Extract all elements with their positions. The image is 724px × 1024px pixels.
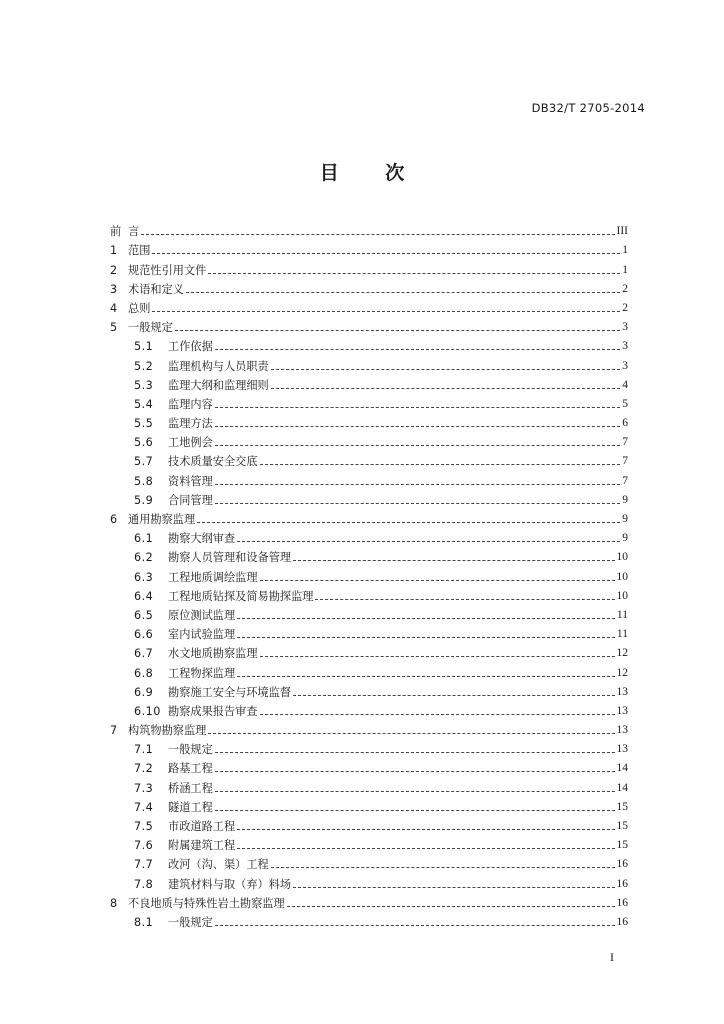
- dot-leader: [260, 580, 615, 581]
- dot-leader: [260, 464, 621, 465]
- toc-entry-page: 3: [622, 340, 628, 353]
- toc-entry-label: 勘察施工安全与环境监督: [168, 685, 292, 699]
- toc-entry-label: 市政道路工程: [168, 820, 236, 833]
- dot-leader: [215, 925, 615, 926]
- toc-entry-label: 一般规定: [168, 743, 213, 757]
- toc-entry-label: 附属建筑工程: [168, 839, 236, 853]
- dot-leader: [237, 676, 614, 677]
- toc-entry-page: 1: [622, 263, 628, 276]
- toc-entry-page: 9: [622, 493, 628, 506]
- dot-leader: [271, 369, 621, 370]
- toc-entry-label: 工作依据: [168, 340, 213, 354]
- dot-leader: [237, 637, 615, 638]
- toc-entry-number: 7.6: [134, 839, 154, 853]
- toc-entry[interactable]: [110, 834, 628, 853]
- toc-entry-number: 6.7: [134, 647, 154, 661]
- dot-leader: [260, 656, 615, 657]
- toc-entry[interactable]: [110, 738, 628, 757]
- toc-entry-label: 合同管理: [168, 493, 213, 507]
- toc-entry-number: 6: [110, 513, 118, 526]
- dot-leader: [271, 867, 615, 868]
- toc-entry-page: 2: [622, 282, 628, 295]
- dot-leader: [237, 848, 614, 849]
- toc-entry-page: 9: [622, 532, 628, 545]
- toc-entry-number: 6.10: [134, 704, 161, 718]
- toc-entry-label: 隧道工程: [168, 800, 213, 814]
- toc-entry-number: 6.2: [134, 551, 154, 565]
- toc-entry-number: 7.3: [134, 781, 154, 795]
- dot-leader: [293, 695, 614, 696]
- toc-entry[interactable]: [110, 450, 628, 469]
- toc-entry[interactable]: [110, 911, 628, 930]
- toc-entry-label: 水文地质勘察监理: [168, 647, 258, 661]
- toc-entry[interactable]: [110, 585, 628, 604]
- toc-entry-number: 5.5: [134, 417, 154, 431]
- toc-entry-number: 6.6: [134, 628, 154, 642]
- toc-entry-number: 5.4: [134, 397, 154, 411]
- toc-entry[interactable]: [110, 565, 628, 584]
- toc-entry-page: 13: [616, 724, 628, 737]
- toc-entry-number: 7.4: [134, 800, 154, 814]
- toc-entry[interactable]: [110, 527, 628, 546]
- dot-leader: [215, 426, 620, 427]
- toc-entry-number: 5.1: [134, 340, 154, 354]
- toc-entry-page: 2: [622, 301, 628, 314]
- dot-leader: [215, 791, 615, 792]
- toc-entry-number: 6.1: [134, 532, 154, 546]
- toc-entry-number: 7: [110, 724, 118, 738]
- toc-entry[interactable]: [110, 892, 628, 911]
- toc-entry-label: 勘察大纲审查: [168, 532, 236, 546]
- dot-leader: [208, 733, 614, 734]
- toc-entry[interactable]: [110, 489, 628, 508]
- toc-entry-page: 13: [616, 685, 628, 698]
- dot-leader: [287, 906, 615, 907]
- document-code: DB32/T 2705-2014: [531, 101, 645, 115]
- toc-entry[interactable]: [110, 623, 628, 642]
- toc-entry-page: 10: [616, 551, 628, 564]
- toc-entry-page: 7: [622, 455, 628, 468]
- dot-leader: [197, 522, 620, 523]
- toc-entry[interactable]: [110, 239, 628, 258]
- toc-entry[interactable]: [110, 220, 628, 239]
- toc-entry-label: 通用勘察监理: [128, 513, 196, 526]
- toc-entry-page: 3: [622, 359, 628, 372]
- toc-entry-page: 15: [616, 839, 628, 852]
- dot-leader: [215, 445, 620, 446]
- toc-entry-label: 勘察人员管理和设备管理: [168, 551, 292, 565]
- toc-entry[interactable]: [110, 393, 628, 412]
- toc-entry-number: 6.8: [134, 666, 154, 680]
- toc-entry-number: 5.8: [134, 474, 154, 488]
- toc-entry-page: 10: [616, 570, 628, 583]
- toc-entry-number: 5.7: [134, 455, 154, 469]
- toc-entry-label: 改河（沟、渠）工程: [168, 858, 269, 872]
- toc-entry-page: 11: [616, 628, 628, 641]
- toc-entry[interactable]: [110, 642, 628, 661]
- dot-leader: [237, 541, 620, 542]
- toc-entry[interactable]: [110, 335, 628, 354]
- dot-leader: [260, 714, 615, 715]
- dot-leader: [215, 349, 620, 350]
- toc-entry[interactable]: [110, 374, 628, 393]
- toc-entry[interactable]: [110, 719, 628, 738]
- toc-entry-label: 室内试验监理: [168, 628, 236, 642]
- toc-entry-number: 5.9: [134, 493, 154, 507]
- toc-entry-number: 1: [110, 244, 118, 258]
- page-number: I: [610, 950, 614, 964]
- toc-entry-page: 16: [616, 915, 628, 928]
- dot-leader: [215, 810, 615, 811]
- toc-entry-number: 3: [110, 282, 118, 296]
- toc-entry[interactable]: [110, 278, 628, 297]
- toc-entry-page: 11: [616, 608, 628, 621]
- toc-entry-number: 4: [110, 301, 118, 315]
- toc-entry-label: 工程物探监理: [168, 666, 236, 680]
- toc-entry-label: 范围: [128, 244, 151, 258]
- toc-entry-label: 总则: [128, 301, 151, 315]
- toc-entry[interactable]: [110, 431, 628, 450]
- toc-entry-number: 前: [110, 225, 122, 239]
- toc-entry-number: 6.9: [134, 685, 154, 699]
- toc-entry-number: 5.3: [134, 378, 154, 392]
- page-title: 目 次: [319, 162, 425, 184]
- toc-entry-page: 10: [616, 589, 628, 602]
- toc-entry-page: 7: [622, 436, 628, 449]
- toc-entry[interactable]: [110, 508, 628, 527]
- toc-entry-label: 勘察成果报告审查: [168, 704, 258, 718]
- toc-entry-label: 资料管理: [168, 474, 213, 488]
- toc-entry[interactable]: [110, 604, 628, 623]
- dot-leader: [152, 311, 620, 312]
- toc-entry-page: 16: [616, 896, 628, 909]
- dot-leader: [237, 829, 614, 830]
- dot-leader: [293, 560, 614, 561]
- dot-leader: [186, 292, 620, 293]
- toc-entry[interactable]: [110, 700, 628, 719]
- toc-entry-page: 14: [616, 762, 628, 775]
- toc-entry-page: 16: [616, 877, 628, 890]
- toc-entry-page: 15: [616, 820, 628, 832]
- toc-entry-page: 3: [622, 321, 628, 334]
- toc-entry[interactable]: [110, 681, 628, 700]
- toc-entry[interactable]: [110, 776, 628, 795]
- dot-leader: [208, 273, 620, 274]
- toc-entry-label: 一般规定: [168, 915, 213, 929]
- toc-entry-number: 7.1: [134, 743, 154, 757]
- dot-leader: [315, 599, 614, 600]
- toc-entry-page: 9: [622, 513, 628, 525]
- toc-entry[interactable]: [110, 354, 628, 373]
- toc-entry-page: III: [616, 225, 628, 238]
- toc-entry-label: 桥涵工程: [168, 781, 213, 795]
- toc-entry-label: 工地例会: [168, 436, 213, 450]
- toc-entry-label: 建筑材料与取（弃）料场: [168, 877, 292, 891]
- dot-leader: [237, 618, 615, 619]
- toc-entry-number: 7.2: [134, 762, 154, 776]
- toc-entry-number: 8: [110, 896, 118, 910]
- toc-entry-page: 5: [622, 397, 628, 410]
- toc-entry-number: 7.8: [134, 877, 154, 891]
- toc-entry-page: 14: [616, 781, 628, 794]
- toc-entry-page: 12: [616, 666, 628, 679]
- toc-entry-page: 13: [616, 704, 628, 717]
- toc-entry-number: 2: [110, 263, 118, 277]
- toc-entry-page: 16: [616, 858, 628, 871]
- toc-entry-label: 监理方法: [168, 417, 213, 431]
- table-of-contents: [110, 220, 628, 930]
- toc-entry[interactable]: [110, 316, 628, 335]
- dot-leader: [271, 388, 621, 389]
- toc-entry-label: 监理内容: [168, 397, 213, 411]
- dot-leader: [215, 484, 620, 485]
- toc-entry[interactable]: [110, 258, 628, 277]
- toc-entry-page: 12: [616, 647, 628, 660]
- toc-entry-label: 工程地质钻探及简易勘探监理: [168, 589, 314, 603]
- toc-entry-page: 15: [616, 800, 628, 813]
- dot-leader: [215, 771, 615, 772]
- toc-entry-label: 监理机构与人员职责: [168, 359, 269, 373]
- toc-entry[interactable]: [110, 796, 628, 815]
- toc-entry-label: 工程地质调绘监理: [168, 570, 258, 584]
- toc-entry-label: 监理大纲和监理细则: [168, 378, 269, 392]
- toc-entry-label: 技术质量安全交底: [168, 455, 258, 469]
- toc-entry-page: 1: [622, 244, 628, 257]
- toc-entry-number: 6.4: [134, 589, 154, 603]
- toc-entry-label: 言: [128, 225, 140, 239]
- toc-entry[interactable]: [110, 757, 628, 776]
- dot-leader: [141, 234, 614, 235]
- dot-leader: [215, 407, 620, 408]
- toc-entry[interactable]: [110, 546, 628, 565]
- toc-entry-label: 一般规定: [128, 321, 173, 335]
- toc-entry-label: 规范性引用文件: [128, 263, 207, 277]
- toc-entry[interactable]: [110, 872, 628, 891]
- toc-entry-page: 6: [622, 417, 628, 430]
- toc-entry-page: 13: [616, 743, 628, 756]
- toc-entry-number: 5.2: [134, 359, 154, 373]
- toc-entry-number: 5: [110, 321, 118, 335]
- toc-entry-number: 5.6: [134, 436, 154, 450]
- toc-entry-number: 6.3: [134, 570, 154, 584]
- toc-entry-label: 原位测试监理: [168, 608, 236, 622]
- toc-entry[interactable]: [110, 469, 628, 488]
- dot-leader: [152, 253, 620, 254]
- dot-leader: [175, 330, 620, 331]
- toc-entry[interactable]: [110, 815, 628, 834]
- dot-leader: [215, 752, 615, 753]
- toc-entry-page: 7: [622, 474, 628, 487]
- toc-entry-number: 6.5: [134, 608, 154, 622]
- toc-entry-label: 路基工程: [168, 762, 213, 776]
- toc-entry-page: 4: [622, 378, 628, 391]
- toc-entry-number: 8.1: [134, 915, 154, 929]
- toc-entry-number: 7.5: [134, 820, 154, 833]
- toc-entry[interactable]: [110, 661, 628, 680]
- toc-entry[interactable]: [110, 853, 628, 872]
- dot-leader: [293, 887, 614, 888]
- toc-entry-label: 构筑物勘察监理: [128, 724, 207, 738]
- toc-entry-number: 7.7: [134, 858, 154, 872]
- toc-entry-label: 术语和定义: [128, 282, 184, 296]
- toc-entry[interactable]: [110, 297, 628, 316]
- toc-entry-label: 不良地质与特殊性岩土勘察监理: [128, 896, 285, 910]
- toc-entry[interactable]: [110, 412, 628, 431]
- dot-leader: [215, 503, 620, 504]
